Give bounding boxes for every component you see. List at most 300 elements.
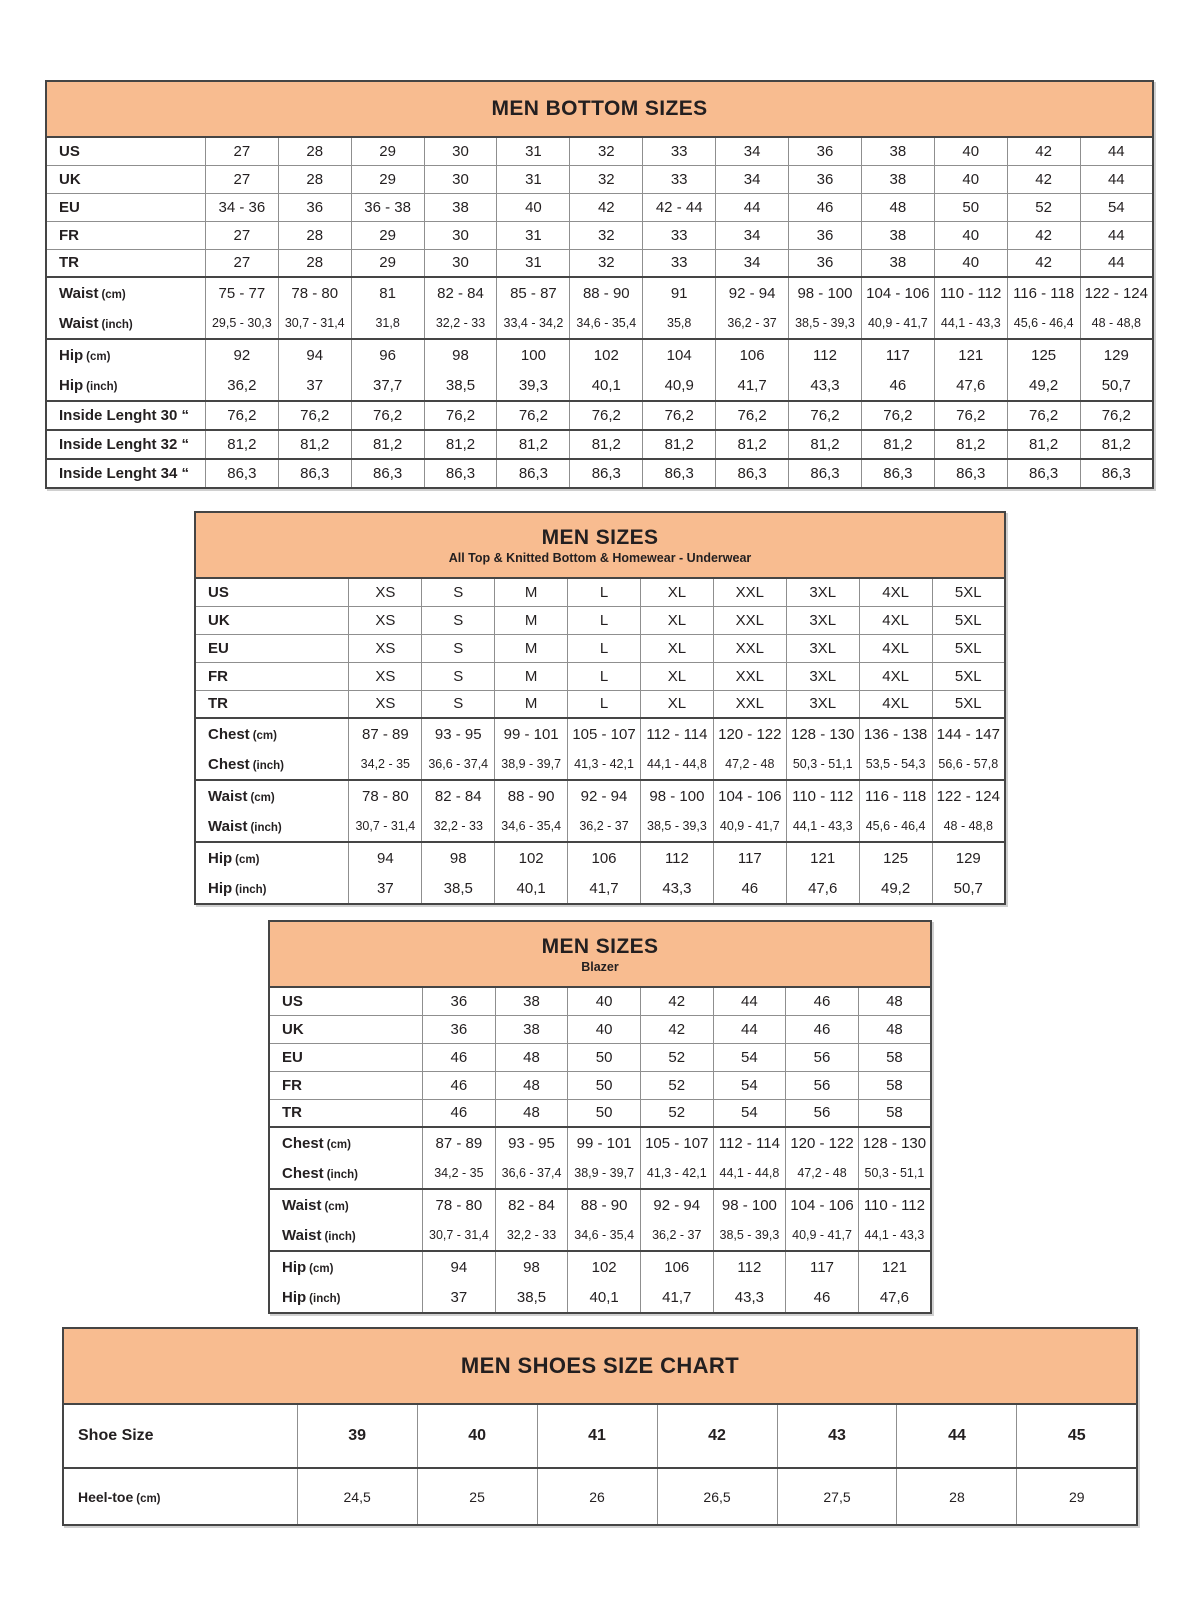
size-cell: 48 - 48,8: [1080, 308, 1153, 339]
size-cell: 37,7: [351, 370, 424, 401]
size-cell: 54: [1080, 193, 1153, 221]
size-cell: 5XL: [932, 634, 1005, 662]
size-cell: 44: [1080, 165, 1153, 193]
size-cell: 40,1: [570, 370, 643, 401]
size-cell: 42 - 44: [643, 193, 716, 221]
row-label-text: Hip: [282, 1288, 307, 1306]
size-cell: 26,5: [657, 1468, 777, 1525]
row-label-unit: (inch): [326, 1168, 358, 1181]
size-cell: 100: [497, 339, 570, 370]
row-label-text: US: [282, 992, 303, 1010]
row-label: [195, 873, 349, 904]
size-cell: 125: [1007, 339, 1080, 370]
size-cell: 56: [786, 1043, 859, 1071]
size-cell: 38: [861, 221, 934, 249]
size-cell: 32: [570, 249, 643, 277]
size-cell: 128 - 130: [858, 1127, 931, 1158]
size-cell: 81: [351, 277, 424, 308]
row-label: [195, 842, 349, 873]
table-row: [195, 780, 1005, 811]
size-cell: 86,3: [278, 459, 351, 488]
size-cell: 48 - 48,8: [932, 811, 1005, 842]
size-cell: 98: [495, 1251, 568, 1282]
row-label: [269, 1220, 423, 1251]
row-label-unit: (cm): [252, 729, 277, 742]
size-cell: 44,1 - 44,8: [640, 749, 713, 780]
size-cell: 106: [716, 339, 789, 370]
size-cell: 40,9 - 41,7: [713, 811, 786, 842]
size-cell: 81,2: [789, 430, 862, 459]
size-cell: 112 - 114: [713, 1127, 786, 1158]
size-cell: 104: [643, 339, 716, 370]
size-cell: 25: [417, 1468, 537, 1525]
table-row: [269, 1220, 931, 1251]
row-label: [195, 606, 349, 634]
size-cell: 86,3: [351, 459, 424, 488]
size-cell: 122 - 124: [932, 780, 1005, 811]
size-cell: 33,4 - 34,2: [497, 308, 570, 339]
row-label-text: Hip: [282, 1258, 307, 1276]
row-label: [269, 1158, 423, 1189]
size-cell: 38: [861, 137, 934, 165]
size-cell: 58: [858, 1099, 931, 1127]
size-cell: 110 - 112: [934, 277, 1007, 308]
size-cell: 125: [859, 842, 932, 873]
size-cell: L: [568, 690, 641, 718]
row-label: [46, 249, 205, 277]
row-label-text: US: [208, 583, 229, 601]
row-label-text: TR: [282, 1104, 302, 1122]
row-label-unit: (cm): [101, 288, 126, 301]
row-label: [195, 780, 349, 811]
row-label-text: Chest: [208, 755, 250, 773]
row-label-text: Waist: [59, 314, 99, 332]
size-cell: 36,6 - 37,4: [422, 749, 495, 780]
row-label: [63, 1404, 297, 1468]
size-cell: XXL: [713, 606, 786, 634]
size-cell: 44: [1080, 137, 1153, 165]
size-cell: 86,3: [424, 459, 497, 488]
size-cell: 86,3: [643, 459, 716, 488]
size-cell: 48: [858, 1015, 931, 1043]
size-cell: 81,2: [861, 430, 934, 459]
size-cell: 106: [568, 842, 641, 873]
size-cell: 37: [278, 370, 351, 401]
table-row: [195, 873, 1005, 904]
size-cell: 40: [934, 165, 1007, 193]
size-cell: 38,5: [495, 1282, 568, 1313]
size-cell: 121: [786, 842, 859, 873]
row-label-unit: (cm): [86, 350, 111, 363]
table-row: [46, 370, 1153, 401]
size-cell: XS: [349, 578, 422, 606]
row-label: [269, 1251, 423, 1282]
size-cell: 102: [495, 842, 568, 873]
size-cell: 37: [423, 1282, 496, 1313]
size-cell: S: [422, 690, 495, 718]
row-label-text: US: [59, 142, 80, 160]
size-cell: 36,2: [205, 370, 278, 401]
size-cell: 40,9 - 41,7: [786, 1220, 859, 1251]
size-cell: 105 - 107: [640, 1127, 713, 1158]
size-cell: 49,2: [859, 873, 932, 904]
size-cell: 117: [786, 1251, 859, 1282]
size-cell: 36,6 - 37,4: [495, 1158, 568, 1189]
row-label-unit: (inch): [309, 1292, 341, 1305]
size-cell: 98: [424, 339, 497, 370]
table-subtitle: All Top & Knitted Bottom & Homewear - Underwear: [448, 550, 752, 565]
row-label: [195, 718, 349, 749]
size-cell: 81,2: [424, 430, 497, 459]
size-cell: L: [568, 606, 641, 634]
row-label-text: EU: [59, 198, 80, 216]
size-cell: 86,3: [1007, 459, 1080, 488]
size-cell: S: [422, 606, 495, 634]
row-label-text: Waist: [282, 1196, 322, 1214]
size-cell: 41,3 - 42,1: [568, 749, 641, 780]
size-cell: 98: [422, 842, 495, 873]
size-cell: XL: [640, 606, 713, 634]
size-cell: L: [568, 578, 641, 606]
row-label-text: UK: [59, 170, 81, 188]
size-cell: 106: [640, 1251, 713, 1282]
size-cell: 86,3: [1080, 459, 1153, 488]
size-cell: 47,6: [934, 370, 1007, 401]
size-cell: 86,3: [789, 459, 862, 488]
table-body: [62, 1403, 1138, 1526]
size-cell: 48: [495, 1071, 568, 1099]
row-label-text: Hip: [208, 849, 233, 867]
size-cell: 32: [570, 137, 643, 165]
row-label-unit: (cm): [250, 791, 275, 804]
size-cell: 50,3 - 51,1: [858, 1158, 931, 1189]
size-cell: 86,3: [205, 459, 278, 488]
size-cell: 34,6 - 35,4: [570, 308, 643, 339]
size-cell: 76,2: [716, 401, 789, 430]
size-cell: 31,8: [351, 308, 424, 339]
size-cell: 41,7: [716, 370, 789, 401]
size-cell: 110 - 112: [858, 1189, 931, 1220]
size-cell: 38: [424, 193, 497, 221]
size-cell: S: [422, 662, 495, 690]
size-cell: 4XL: [859, 634, 932, 662]
size-cell: 136 - 138: [859, 718, 932, 749]
row-label-text: Inside Lenght 34 “: [59, 465, 190, 482]
size-cell: 43,3: [640, 873, 713, 904]
row-label-text: Inside Lenght 30 “: [59, 407, 190, 424]
size-cell: 44,1 - 43,3: [786, 811, 859, 842]
row-label-text: Chest: [282, 1164, 324, 1182]
size-cell: 94: [423, 1251, 496, 1282]
table-body: [268, 986, 932, 1314]
size-cell: 43,3: [789, 370, 862, 401]
size-cell: 86,3: [570, 459, 643, 488]
size-cell: 41,3 - 42,1: [640, 1158, 713, 1189]
size-cell: 47,2 - 48: [786, 1158, 859, 1189]
size-cell: 34: [716, 165, 789, 193]
size-cell: 50: [568, 1099, 641, 1127]
size-cell: 30: [424, 249, 497, 277]
size-cell: 93 - 95: [495, 1127, 568, 1158]
size-cell: 81,2: [205, 430, 278, 459]
size-cell: 48: [495, 1043, 568, 1071]
table-subtitle: Blazer: [581, 959, 619, 974]
size-cell: 81,2: [716, 430, 789, 459]
size-cell: 102: [568, 1251, 641, 1282]
size-cell: 42: [570, 193, 643, 221]
row-label: [269, 1015, 423, 1043]
table-row: [269, 1043, 931, 1071]
table-row: [46, 430, 1153, 459]
size-cell: 38,5 - 39,3: [789, 308, 862, 339]
size-cell: 54: [713, 1043, 786, 1071]
size-cell: XS: [349, 606, 422, 634]
size-cell: 36: [423, 987, 496, 1015]
table-row: [63, 1404, 1137, 1468]
table-header: [62, 1327, 1138, 1403]
table-row: [46, 249, 1153, 277]
size-cell: 31: [497, 165, 570, 193]
size-cell: 29: [351, 137, 424, 165]
size-cell: 40,9: [643, 370, 716, 401]
table-body: [45, 136, 1154, 489]
size-cell: 36: [423, 1015, 496, 1043]
table-title: MEN SHOES SIZE CHART: [460, 1352, 740, 1378]
size-cell: 94: [349, 842, 422, 873]
row-label-unit: (inch): [252, 759, 284, 772]
size-cell: XL: [640, 578, 713, 606]
size-cell: 40: [417, 1404, 537, 1468]
size-cell: 92 - 94: [568, 780, 641, 811]
size-cell: 99 - 101: [495, 718, 568, 749]
size-cell: 36,2 - 37: [640, 1220, 713, 1251]
size-cell: 76,2: [424, 401, 497, 430]
size-cell: 112 - 114: [640, 718, 713, 749]
size-cell: 44: [713, 1015, 786, 1043]
size-cell: 47,6: [858, 1282, 931, 1313]
size-cell: 40,9 - 41,7: [861, 308, 934, 339]
size-cell: 44: [716, 193, 789, 221]
table-header: [45, 80, 1154, 136]
size-cell: 37: [349, 873, 422, 904]
row-label-text: EU: [208, 639, 229, 657]
row-label: [46, 430, 205, 459]
size-cell: 38,9 - 39,7: [568, 1158, 641, 1189]
row-label-text: Waist: [282, 1226, 322, 1244]
men-sizes-blazer-table: [268, 920, 932, 1314]
size-cell: 75 - 77: [205, 277, 278, 308]
row-label-text: FR: [59, 226, 79, 244]
size-cell: 47,6: [786, 873, 859, 904]
size-cell: 88 - 90: [570, 277, 643, 308]
size-cell: 39,3: [497, 370, 570, 401]
size-cell: 88 - 90: [495, 780, 568, 811]
size-cell: 50: [934, 193, 1007, 221]
table-row: [46, 308, 1153, 339]
size-cell: 82 - 84: [495, 1189, 568, 1220]
men-bottom-sizes-table: [45, 80, 1154, 489]
size-cell: 50,7: [1080, 370, 1153, 401]
size-cell: 29: [1017, 1468, 1137, 1525]
size-cell: 27: [205, 165, 278, 193]
size-cell: XXL: [713, 634, 786, 662]
size-cell: 87 - 89: [423, 1127, 496, 1158]
table-row: [269, 1282, 931, 1313]
size-cell: 92 - 94: [640, 1189, 713, 1220]
size-cell: 41: [537, 1404, 657, 1468]
row-label-text: FR: [282, 1076, 302, 1094]
size-cell: 4XL: [859, 606, 932, 634]
table-row: [269, 1127, 931, 1158]
table-header: [194, 511, 1006, 577]
size-cell: 81,2: [351, 430, 424, 459]
row-label-text: Waist: [208, 787, 248, 805]
size-cell: 48: [858, 987, 931, 1015]
size-cell: 56: [786, 1099, 859, 1127]
size-cell: 98 - 100: [640, 780, 713, 811]
size-cell: 42: [1007, 221, 1080, 249]
row-label: [195, 578, 349, 606]
size-cell: 129: [1080, 339, 1153, 370]
size-cell: 88 - 90: [568, 1189, 641, 1220]
table-row: [269, 987, 931, 1015]
table-row: [269, 1251, 931, 1282]
size-cell: 29: [351, 165, 424, 193]
size-cell: 46: [786, 1015, 859, 1043]
size-cell: 104 - 106: [713, 780, 786, 811]
size-cell: XS: [349, 690, 422, 718]
size-cell: 30: [424, 221, 497, 249]
row-label: [195, 662, 349, 690]
row-label-unit: (cm): [235, 853, 260, 866]
size-cell: 36: [789, 137, 862, 165]
size-cell: 45,6 - 46,4: [1007, 308, 1080, 339]
size-cell: 86,3: [716, 459, 789, 488]
size-cell: 31: [497, 249, 570, 277]
size-cell: XXL: [713, 578, 786, 606]
size-cell: 40: [497, 193, 570, 221]
size-cell: 34: [716, 221, 789, 249]
size-cell: 32,2 - 33: [495, 1220, 568, 1251]
size-cell: 104 - 106: [861, 277, 934, 308]
size-cell: 93 - 95: [422, 718, 495, 749]
size-cell: M: [495, 578, 568, 606]
size-cell: 44: [1080, 221, 1153, 249]
table-row: [46, 401, 1153, 430]
size-cell: 41,7: [640, 1282, 713, 1313]
size-cell: 42: [1007, 165, 1080, 193]
row-label: [269, 987, 423, 1015]
size-cell: 76,2: [861, 401, 934, 430]
table-row: [46, 193, 1153, 221]
size-cell: 3XL: [786, 606, 859, 634]
size-cell: 46: [423, 1071, 496, 1099]
size-cell: 81,2: [278, 430, 351, 459]
row-label-unit: (cm): [324, 1200, 349, 1213]
size-cell: 46: [861, 370, 934, 401]
row-label-text: Waist: [59, 284, 99, 302]
size-cell: 38: [495, 987, 568, 1015]
size-cell: XS: [349, 662, 422, 690]
size-cell: 76,2: [934, 401, 1007, 430]
size-cell: 44: [1080, 249, 1153, 277]
size-cell: 78 - 80: [423, 1189, 496, 1220]
size-cell: 46: [786, 987, 859, 1015]
size-cell: 54: [713, 1099, 786, 1127]
row-label-unit: (inch): [235, 883, 267, 896]
size-cell: 76,2: [1007, 401, 1080, 430]
men-sizes-tops-table: [194, 511, 1006, 905]
size-cell: 102: [570, 339, 643, 370]
size-cell: 117: [861, 339, 934, 370]
size-cell: 78 - 80: [278, 277, 351, 308]
table-row: [195, 811, 1005, 842]
size-cell: L: [568, 662, 641, 690]
size-cell: 91: [643, 277, 716, 308]
table-body: [194, 577, 1006, 905]
size-cell: 76,2: [278, 401, 351, 430]
row-label: [269, 1282, 423, 1313]
size-grid: [194, 577, 1006, 905]
row-label: [269, 1189, 423, 1220]
size-cell: 98 - 100: [789, 277, 862, 308]
size-cell: 82 - 84: [422, 780, 495, 811]
size-cell: 120 - 122: [786, 1127, 859, 1158]
row-label-text: Waist: [208, 817, 248, 835]
row-label-text: Hip: [59, 376, 84, 394]
size-cell: 29,5 - 30,3: [205, 308, 278, 339]
size-cell: 81,2: [497, 430, 570, 459]
size-cell: 117: [713, 842, 786, 873]
size-cell: 32,2 - 33: [424, 308, 497, 339]
row-label: [46, 193, 205, 221]
size-cell: 50,3 - 51,1: [786, 749, 859, 780]
size-cell: 33: [643, 137, 716, 165]
table-row: [195, 718, 1005, 749]
row-label: [195, 634, 349, 662]
size-grid: [62, 1403, 1138, 1526]
row-label-unit: (cm): [309, 1262, 334, 1275]
size-cell: 36: [278, 193, 351, 221]
size-cell: 116 - 118: [859, 780, 932, 811]
size-cell: 40: [934, 221, 1007, 249]
table-row: [195, 606, 1005, 634]
size-cell: 44,1 - 44,8: [713, 1158, 786, 1189]
size-cell: 81,2: [643, 430, 716, 459]
size-cell: 47,2 - 48: [713, 749, 786, 780]
row-label-text: Inside Lenght 32 “: [59, 436, 190, 453]
size-cell: XXL: [713, 690, 786, 718]
row-label: [195, 690, 349, 718]
row-label-unit: (cm): [326, 1138, 351, 1151]
row-label-text: EU: [282, 1048, 303, 1066]
size-cell: 31: [497, 221, 570, 249]
table-row: [195, 634, 1005, 662]
size-cell: 50: [568, 1043, 641, 1071]
size-cell: 45,6 - 46,4: [859, 811, 932, 842]
size-cell: 28: [278, 165, 351, 193]
size-cell: 38,5: [422, 873, 495, 904]
row-label-text: Hip: [59, 346, 84, 364]
size-cell: 45: [1017, 1404, 1137, 1468]
size-cell: 49,2: [1007, 370, 1080, 401]
size-cell: 76,2: [205, 401, 278, 430]
table-row: [269, 1015, 931, 1043]
row-label: [46, 370, 205, 401]
size-cell: 50: [568, 1071, 641, 1099]
size-cell: 38,5 - 39,3: [713, 1220, 786, 1251]
size-cell: 31: [497, 137, 570, 165]
